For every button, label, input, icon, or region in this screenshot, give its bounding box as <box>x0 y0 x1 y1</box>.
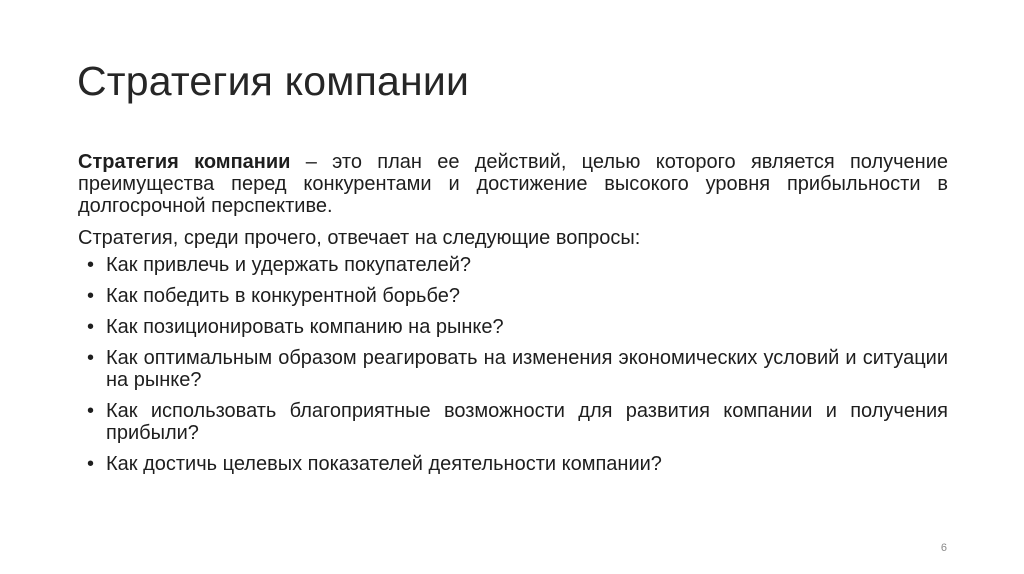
list-item <box>78 400 948 444</box>
intro-paragraph: Стратегия, среди прочего, отвечает на следующие вопросы: <box>78 227 641 249</box>
list-item <box>78 285 948 307</box>
definition-paragraph <box>78 151 948 217</box>
list-item <box>78 347 948 391</box>
list-item-text: Как позиционировать компанию на рынке? <box>106 316 504 338</box>
bullet-icon: • <box>87 254 95 276</box>
slide-content <box>78 151 948 475</box>
bullet-icon: • <box>87 347 95 369</box>
bullet-icon: • <box>87 316 95 338</box>
list-item-text: Как победить в конкурентной борьбе? <box>106 285 460 307</box>
slide-title: Стратегия компании <box>77 58 470 104</box>
definition-text: – это план ее действий, целью которого является получение преимущества перед конкурентами и достижение высокого уровня прибыльности в долгосрочной перспективе. <box>78 151 949 217</box>
bullet-icon: • <box>87 400 95 422</box>
list-item-text: Как привлечь и удержать покупателей? <box>106 254 471 276</box>
list-item-text: Как достичь целевых показателей деятельности компании? <box>106 453 662 475</box>
definition-term: Стратегия компании <box>78 151 291 173</box>
list-item <box>78 254 948 276</box>
list-item <box>78 316 948 338</box>
page-number: 6 <box>940 542 947 554</box>
list-item-text: Как оптимальным образом реагировать на изменения экономических условий и ситуации на рынке? <box>106 347 948 391</box>
questions-list <box>78 254 948 475</box>
list-item <box>78 453 948 475</box>
list-item-text: Как использовать благоприятные возможности для развития компании и получения прибыли? <box>106 400 948 444</box>
bullet-icon: • <box>87 285 95 307</box>
bullet-icon: • <box>87 453 95 475</box>
